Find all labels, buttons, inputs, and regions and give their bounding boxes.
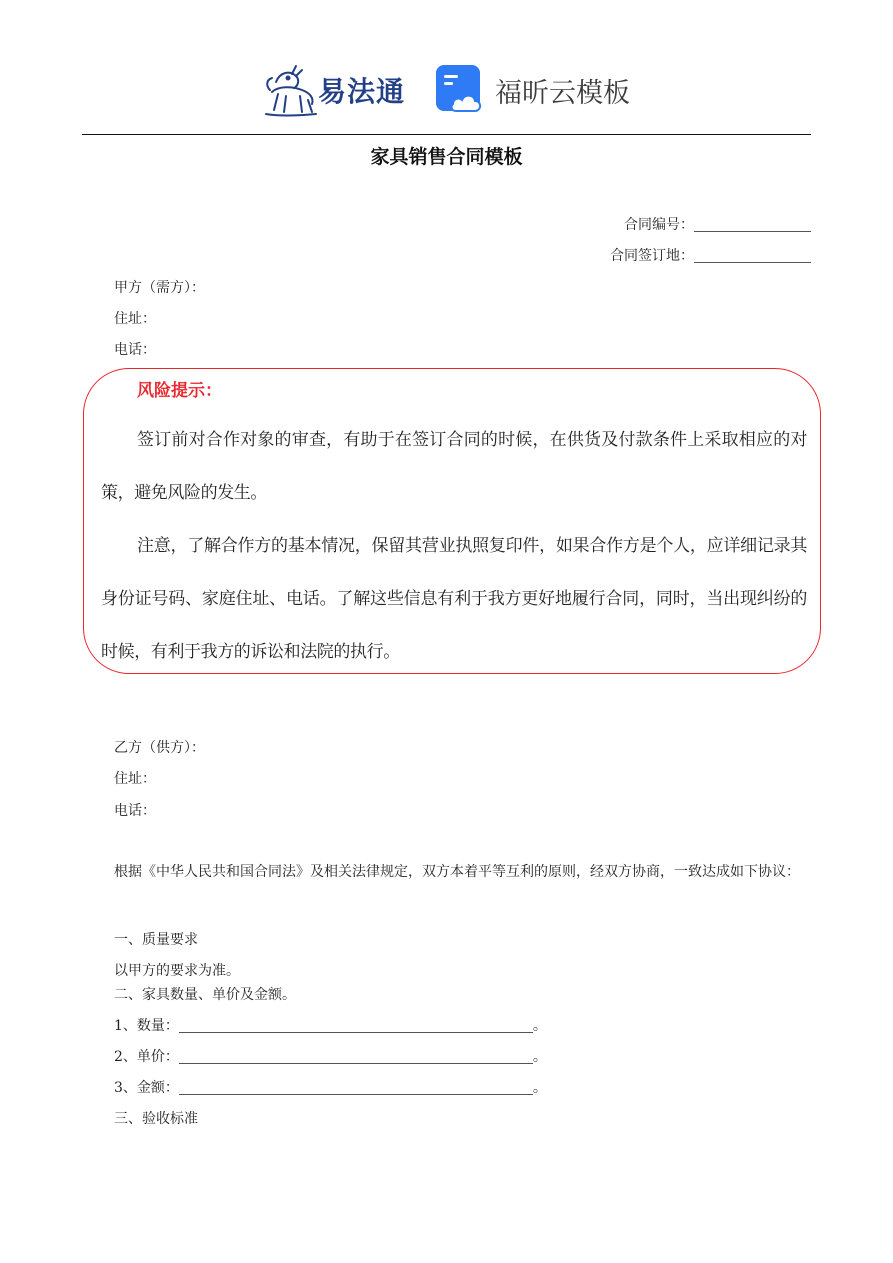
item-row-quantity (114, 1015, 547, 1035)
yifatong-logo (262, 62, 412, 120)
document-title: 家具销售合同模板 (370, 146, 523, 168)
item-blank (179, 1018, 533, 1033)
item-blank (179, 1080, 533, 1095)
item-label: 2、单价： (114, 1049, 179, 1065)
item-end: 。 (532, 1018, 547, 1034)
party-a-address-label: 住址： (114, 311, 156, 327)
contract-place-label: 合同签订地： (610, 248, 694, 264)
contract-number-label: 合同编号： (624, 217, 694, 233)
risk-paragraph: 签订前对合作对象的审查，有助于在签订合同的时候，在供货及付款条件上采取相应的对策，避免风险的发生。 (101, 430, 807, 503)
item-row-unit-price (114, 1046, 547, 1066)
section-3-title: 三、验收标准 (114, 1111, 198, 1127)
section-1-title: 一、质量要求 (114, 932, 198, 948)
risk-notice-title: 风险提示： (137, 381, 222, 401)
cloud-document-icon (436, 65, 484, 115)
item-label: 1、数量： (114, 1018, 179, 1034)
contract-place-row (610, 245, 811, 265)
section-1-body: 以甲方的要求为准。 (114, 963, 240, 979)
party-b-label: 乙方（供方）： (114, 740, 205, 756)
qilin-logo-icon (262, 62, 322, 120)
party-b-address-label: 住址： (114, 771, 156, 787)
item-end: 。 (532, 1049, 547, 1065)
logo-bar (0, 58, 893, 122)
logo-left-text: 易法通 (318, 75, 406, 108)
contract-number-blank (694, 217, 811, 232)
header-rule (82, 134, 811, 135)
item-end: 。 (532, 1080, 547, 1096)
party-a-label: 甲方（需方）： (114, 280, 205, 296)
contract-number-row (624, 214, 811, 234)
party-b-phone-label: 电话： (114, 803, 156, 819)
item-label: 3、金额： (114, 1080, 179, 1096)
preamble-paragraph: 根据《中华人民共和国合同法》及相关法律规定，双方本着平等互利的原则，经双方协商，一致达成如下协议： (114, 864, 800, 880)
contract-place-blank (694, 248, 811, 263)
item-row-amount (114, 1077, 547, 1097)
logo-right-text: 福昕云模板 (495, 78, 630, 109)
risk-paragraph: 注意，了解合作方的基本情况，保留其营业执照复印件，如果合作方是个人，应详细记录其身份证号码、家庭住址、电话。了解这些信息有利于我方更好地履行合同，同时，当出现纠纷的时候，有利于我方的诉讼和法院的执行。 (101, 536, 807, 662)
party-a-phone-label: 电话： (114, 342, 156, 358)
item-blank (179, 1049, 533, 1064)
section-2-title: 二、家具数量、单价及金额。 (114, 987, 296, 1003)
